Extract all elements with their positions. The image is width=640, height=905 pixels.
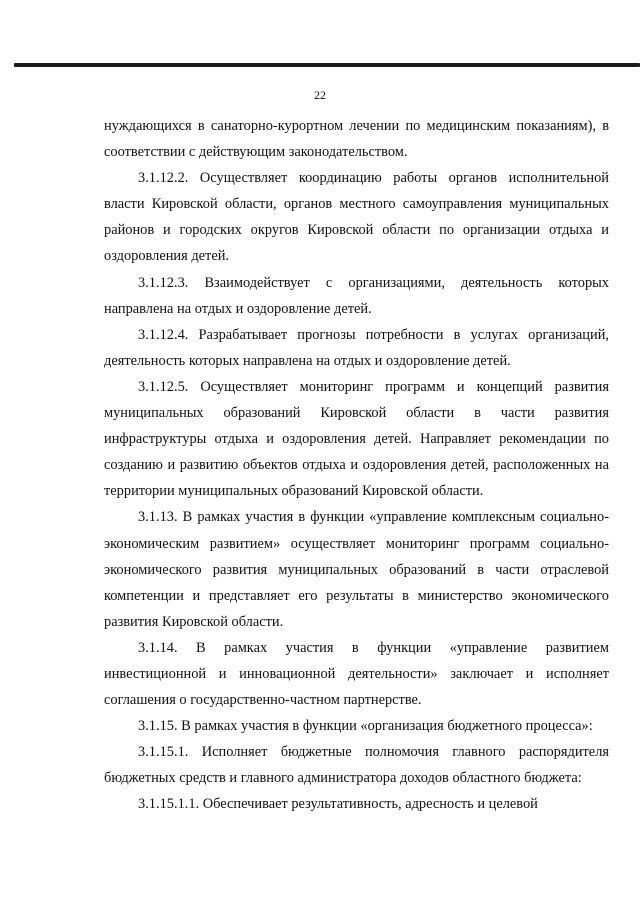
paragraph-3-1-15-1-1: 3.1.15.1.1. Обеспечивает результативность, адресность и целевой xyxy=(138,796,538,813)
paragraph-continuation: нуждающихся в санаторно-курортном лечении по медицинским показаниям), в соответствии с действующим законодательством. xyxy=(104,118,609,161)
paragraph-3-1-12-5: 3.1.12.5. Осуществляет мониторинг программ и концепций развития муниципальных образований Кировской области в части развития инфраструктуры отдыха и оздоровления детей. Направляет рекомендации по созданию и развитию объектов отдыха и оздоровления детей, расположенных на территории муниципальных образований Кировской области. xyxy=(104,378,609,500)
paragraph-3-1-13: 3.1.13. В рамках участия в функции «управление комплексным социально-экономическим развитием» осуществляет мониторинг программ социально-экономического развития муниципальных образований в части отраслевой компетенции и представляет его результаты в министерство экономического развития Кировской области. xyxy=(104,509,609,630)
header-rule xyxy=(14,63,640,67)
paragraph-3-1-12-2: 3.1.12.2. Осуществляет координацию работы органов исполнительной власти Кировской области, органов местного самоуправления муниципальных районов и городских округов Кировской области по организации отдыха и оздоровления детей. xyxy=(104,170,609,265)
paragraph-3-1-15: 3.1.15. В рамках участия в функции «организация бюджетного процесса»: xyxy=(138,718,593,735)
paragraph-3-1-15-1: 3.1.15.1. Исполняет бюджетные полномочия главного распорядителя бюджетных средств и главного администратора доходов областного бюджета: xyxy=(104,744,609,787)
paragraph-3-1-12-3: 3.1.12.3. Взаимодействует с организациями, деятельность которых направлена на отдых и оздоровление детей. xyxy=(104,274,609,317)
paragraph-3-1-12-4: 3.1.12.4. Разрабатывает прогнозы потребности в услугах организаций, деятельность которых направлена на отдых и оздоровление детей. xyxy=(104,326,609,369)
document-body xyxy=(104,113,609,818)
paragraph-3-1-14: 3.1.14. В рамках участия в функции «управление развитием инвестиционной и инновационной деятельности» заключает и исполняет соглашения о государственно-частном партнерстве. xyxy=(104,639,609,709)
page-number: 22 xyxy=(314,88,326,102)
